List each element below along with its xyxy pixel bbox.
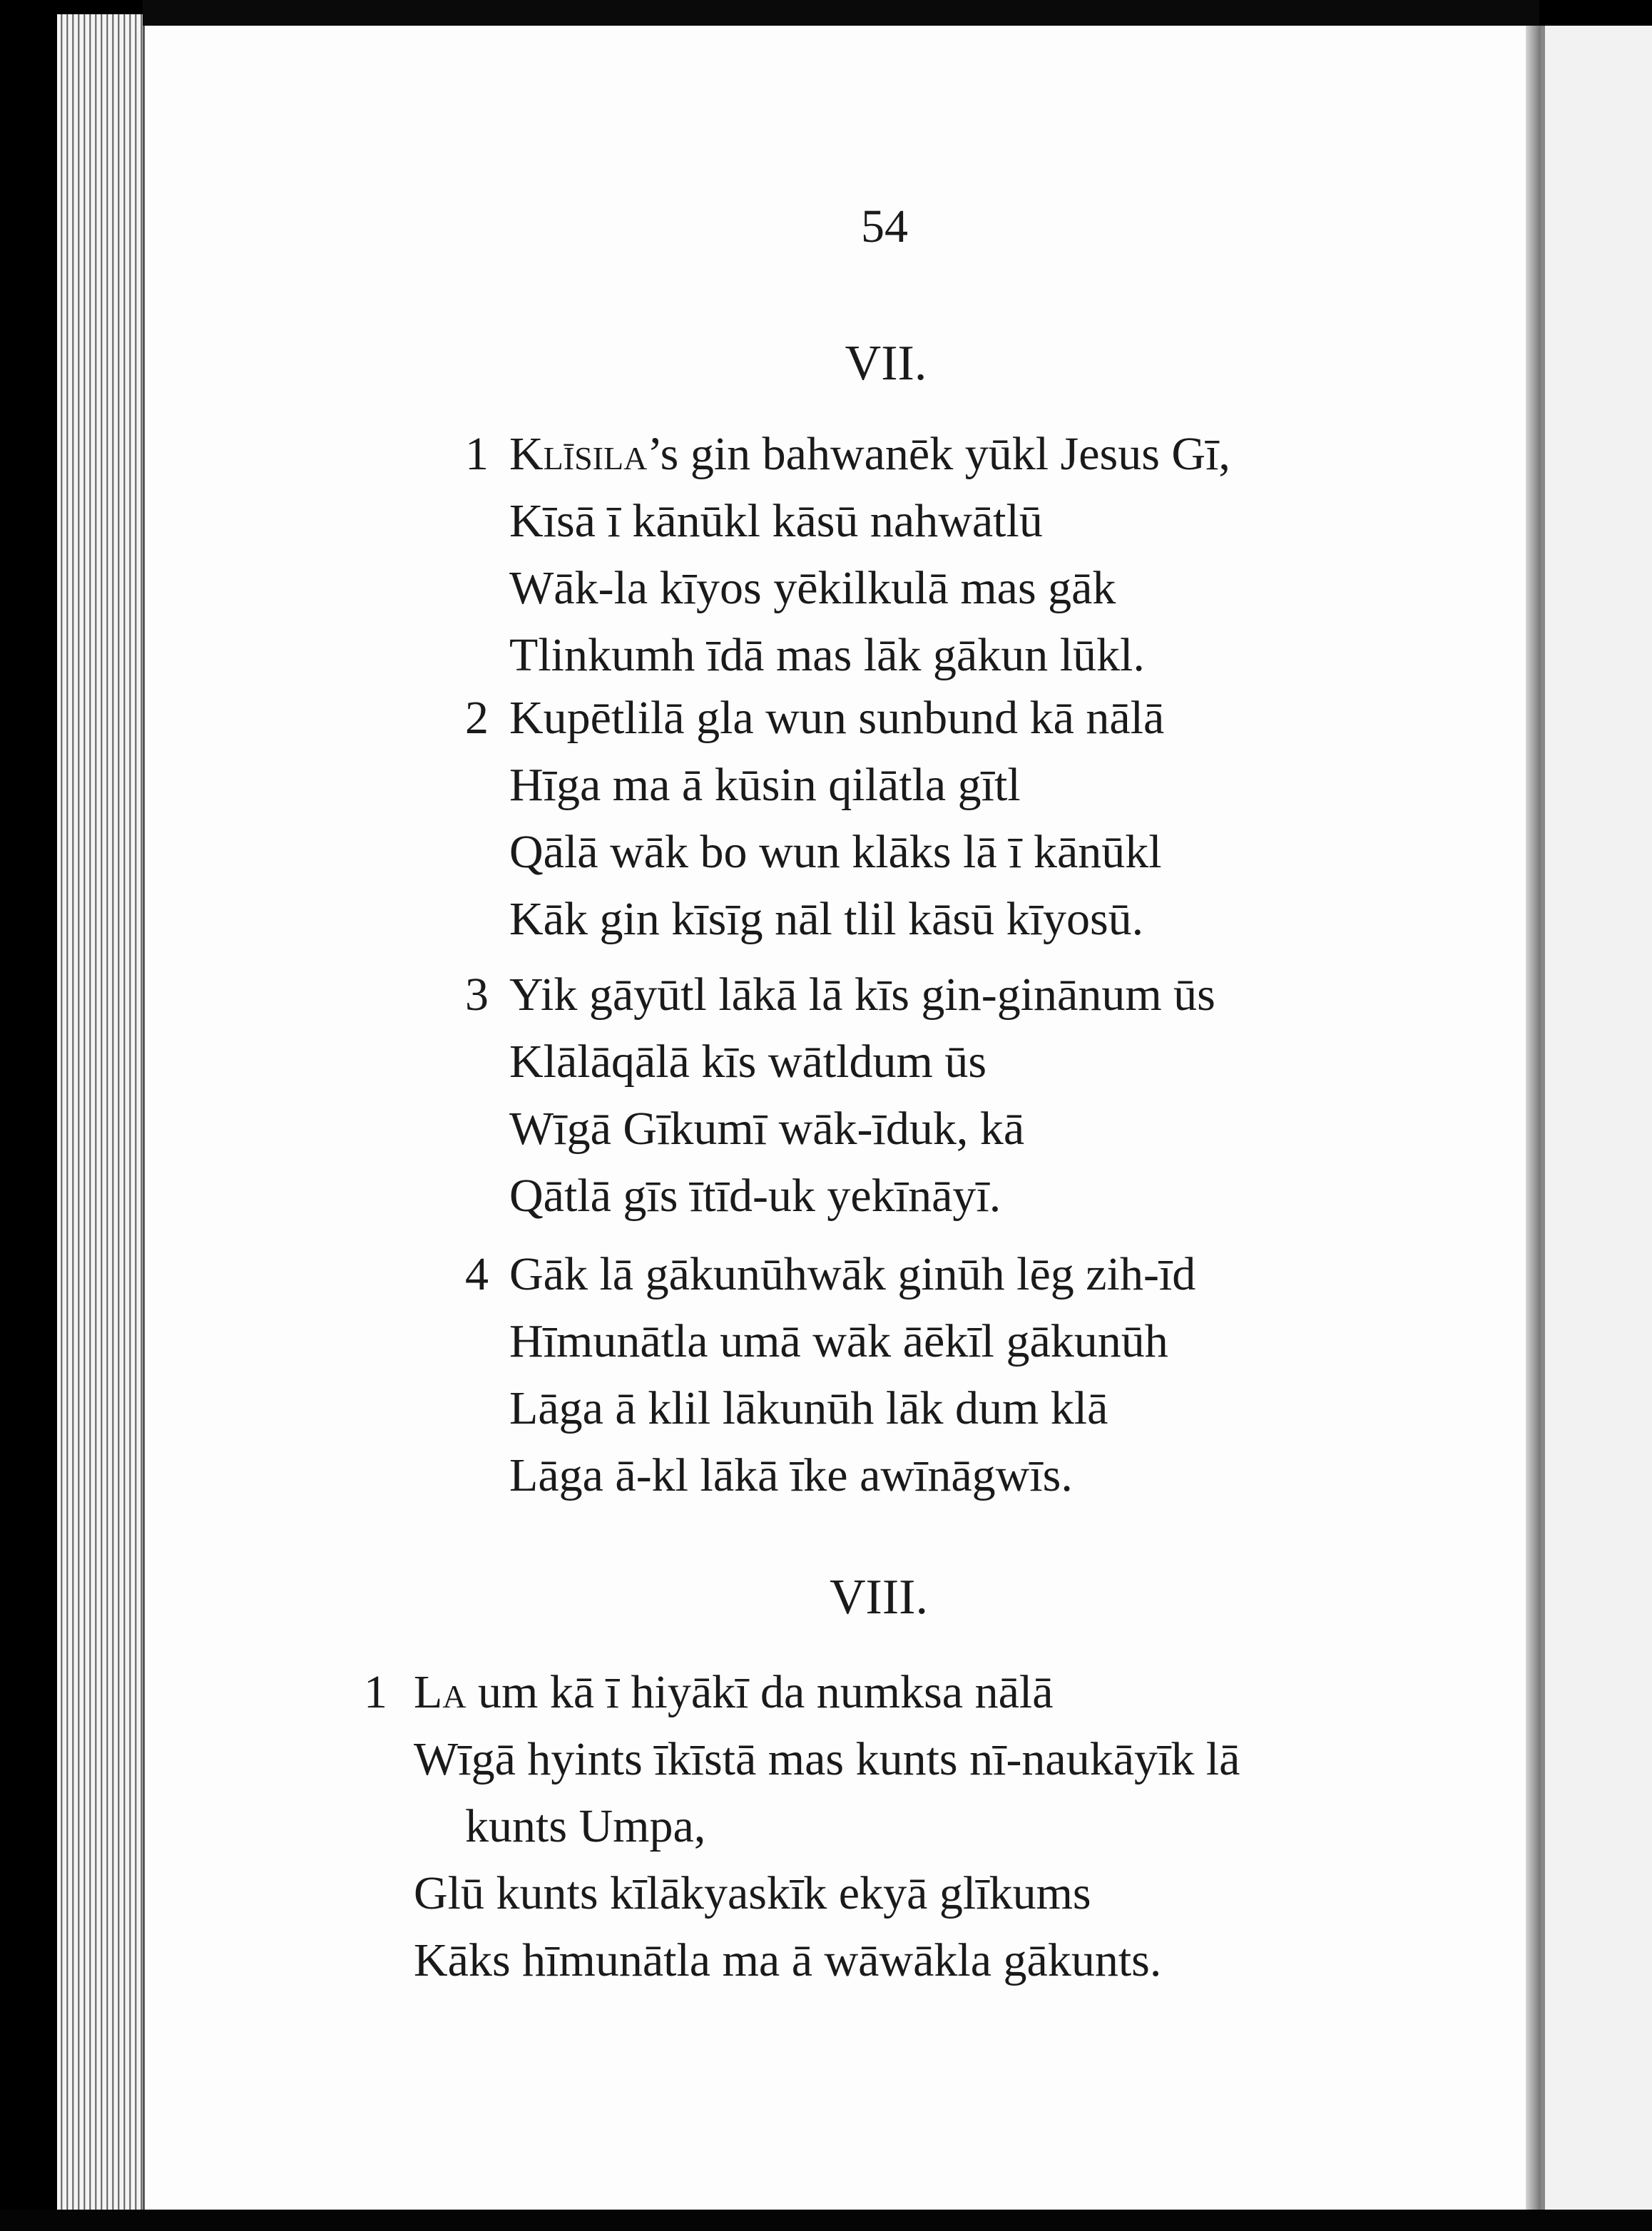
stanza-line: Wīgā Gīkumī wāk-īduk, kā [509,1103,1025,1155]
hymn-vii-stanza-4 [465,1241,1195,1509]
stanza-line-continuation: kunts Umpa, [465,1800,706,1852]
stanza-number: 1 [364,1666,387,1718]
scan-top-border [143,0,1539,29]
facing-page-edge [1541,26,1652,2210]
first-line-rest: ’s gin bahwanēk yūkl Jesus Gī, [647,428,1230,480]
stanza-line: Kāks hīmunātla ma ā wāwākla gākunts. [414,1934,1162,1986]
hymn-viii-stanza-1 [364,1659,1240,1994]
stanza-number: 1 [465,428,489,480]
hymn-vii-stanza-1 [465,421,1230,689]
stanza-line: Wāk-la kīyos yēkilkulā mas gāk [509,562,1116,614]
stanza-number: 4 [465,1248,489,1300]
section-heading-viii: VIII. [830,1570,928,1625]
stanza-number: 2 [465,692,489,744]
gutter-shadow [1526,26,1541,2210]
small-caps-word: La [414,1666,466,1718]
stanza-line: Tlinkumh īdā mas lāk gākun lūkl. [509,629,1145,681]
stanza-line: Hīga ma ā kūsin qilātla gītl [509,759,1021,811]
stanza-line: Kīsā ī kānūkl kāsū nahwātlū [509,495,1043,547]
stanza-line: Qātlā gīs ītīd-uk yekīnāyī. [509,1170,1001,1222]
stanza-line: Hīmunātla umā wāk āēkīl gākunūh [509,1315,1168,1367]
scan-bottom-border [0,2210,1652,2231]
stanza-line: Lāga ā-kl lākā īke awīnāgwīs. [509,1449,1073,1501]
stanza-line: Qālā wāk bo wun klāks lā ī kānūkl [509,826,1162,878]
stanza-number: 3 [465,969,489,1021]
stanza-line: Wīgā hyints īkīstā mas kunts nī-naukāyīk lā [414,1733,1240,1785]
section-heading-vii: VII. [845,336,927,391]
stanza-line [509,421,1230,488]
stanza-line: Gāk lā gākunūhwāk ginūh lēg zih-īd [509,1248,1196,1300]
book-page-edges [57,14,150,2218]
hymn-vii-stanza-3 [465,961,1215,1230]
first-line-rest: um kā ī hiyākī da numksa nālā [466,1666,1054,1718]
stanza-line: Klālāqālā kīs wātldum ūs [509,1036,987,1088]
small-caps-word: Klīsila [509,428,648,480]
stanza-line: Kupētlilā gla wun sunbund kā nālā [509,692,1165,744]
stanza-line [414,1659,1240,1726]
stanza-line: Lāga ā klil lākunūh lāk dum klā [509,1382,1108,1434]
stanza-line: Yik gāyūtl lākā lā kīs gin-ginānum ūs [509,969,1215,1021]
stanza-line: Kāk gin kīsīg nāl tlil kāsū kīyosū. [509,893,1144,945]
hymn-vii-stanza-2 [465,685,1164,953]
page-number: 54 [861,200,908,252]
stanza-line: Glū kunts kīlākyaskīk ekyā glīkums [414,1867,1091,1919]
